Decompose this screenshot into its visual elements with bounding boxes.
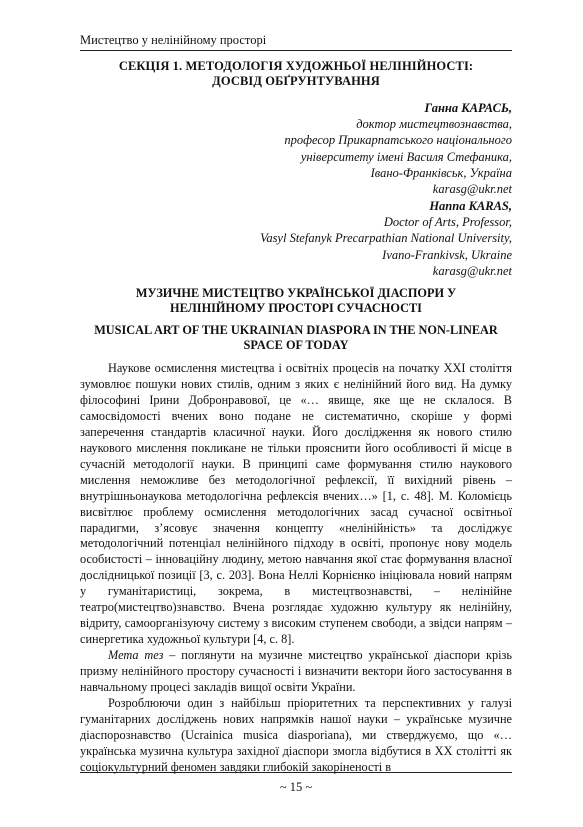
article-title-en-line-1: MUSICAL ART OF THE UKRAINIAN DIASPORA IN THE NON-LINEAR bbox=[94, 323, 498, 337]
body-text bbox=[80, 361, 512, 776]
header-rule bbox=[80, 50, 512, 51]
article-title-ua-line-1: МУЗИЧНЕ МИСТЕЦТВО УКРАЇНСЬКОЇ ДІАСПОРИ У bbox=[135, 286, 457, 300]
paragraph-2-lead: Мета тез bbox=[108, 648, 164, 663]
article-title-ua bbox=[80, 286, 512, 316]
author-university-en: Vasyl Stefanyk Precarpathian National University, bbox=[260, 231, 512, 246]
section-title-line-2: ДОСВІД ОБҐРУНТУВАННЯ bbox=[212, 74, 380, 88]
author-block-ua bbox=[152, 100, 512, 197]
author-degree-ua: доктор мистецтвознавства, bbox=[356, 117, 512, 132]
author-position-ua: професор Прикарпатського національного bbox=[284, 133, 512, 148]
author-email-ua: karasg@ukr.net bbox=[432, 182, 512, 197]
page-number: ~ 15 ~ bbox=[279, 780, 313, 794]
paragraph-3: Розроблюючи один з найбільш пріоритетних та перспективних у галузі гуманітарних досліджень нових напрямків нашої науки – українське музичне діаспорознавство (Ucrainica musica diasporiana), ми стверджуємо, що «…українська музична культура західної діаспори змогла відбутися в ХХ столітті як соціокультурний феномен завдяки глибокій закоріненості в bbox=[80, 696, 512, 774]
author-name-ua: Ганна КАРАСЬ, bbox=[424, 101, 512, 115]
author-university-ua: університету імені Василя Стефаника, bbox=[300, 149, 512, 164]
paragraph-1: Наукове осмислення мистецтва і освітніх процесів на початку ХХІ століття зумовлює пошуки нових стилів, одним з яких є нелінійний його вид. На думку філософині Ірини Добронравової, це «… явище, яке ще не склалося. В самосвідомості вчених воно подане не систематично, скоріше у формі заперечення стандартів класичної науки. Його дослідження як нового стилю наукового мислення покликане не тільки прояснити його особливості й місце в сучасній методології науки. В принципі саме формування стилю наукового мислення неможливе без методологічної рефлексії, її вихідний рівень – внутрішньонаукова методологічна рефлексія вчених…» [1, с. 48]. М. Коломієць висвітлює проблему осмислення методологічних засад сучасної освітньої парадигми, з’ясовує значення концепту «нелінійність» та досліджує методологічний потенціал нелінійного підходу в освіті, пропонує нову модель особистості – інноваційну людину, метою навчання якої стає формування власної дослідницької позиції [3, с. 203]. Вона Неллі Корнієнко ініціювала новий напрям у гуманітаристиці, зокрема, в мистецтвознавстві, – нелінійне театро(мистецтво)знавство. Вчена розглядає художню культуру як нелінійну, відриту, самоорганізуючу систему з високим ступенем свободи, а звідси напрям – синергетика художньої культури [4, с. 8]. bbox=[80, 361, 512, 647]
article-title-en-line-2: SPACE OF TODAY bbox=[243, 338, 349, 352]
author-block-en bbox=[152, 198, 512, 279]
author-city-ua: Івано-Франківськ, Україна bbox=[370, 165, 512, 180]
footer-rule bbox=[80, 772, 512, 773]
paragraph-2-text: – поглянути на музичне мистецтво української діаспори крізь призму нелінійного простору сучасності і визначити вектори його застосування в навчальному процесі закладів вищої освіти України. bbox=[80, 648, 512, 695]
author-name-en: Hanna KARAS, bbox=[429, 199, 512, 213]
running-head: Мистецтво у нелінійному просторі bbox=[80, 33, 267, 47]
section-title-line-1: СЕКЦІЯ 1. МЕТОДОЛОГІЯ ХУДОЖНЬОЇ НЕЛІНІЙНОСТІ: bbox=[118, 59, 474, 73]
article-title-en bbox=[80, 323, 512, 353]
paragraph-2 bbox=[80, 648, 512, 696]
author-city-en: Ivano-Frankivsk, Ukraine bbox=[382, 247, 512, 262]
author-degree-en: Doctor of Arts, Professor, bbox=[383, 215, 512, 230]
author-email-en: karasg@ukr.net bbox=[432, 263, 512, 278]
section-title bbox=[80, 59, 512, 89]
article-title-ua-line-2: НЕЛІНІЙНОМУ ПРОСТОРІ СУЧАСНОСТІ bbox=[170, 301, 422, 315]
